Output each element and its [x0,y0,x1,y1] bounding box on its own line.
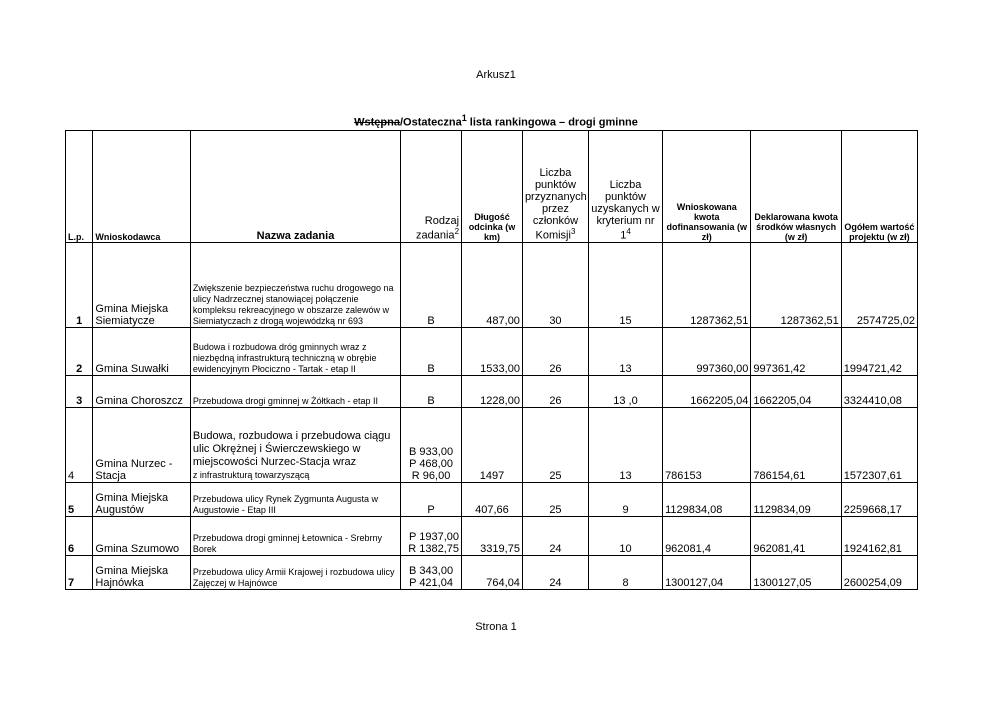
row-criterion: 15 [588,243,662,328]
row-declared: 786154,61 [751,408,841,483]
row-total: 1994721,42 [841,328,917,376]
row-committee: 26 [522,328,588,376]
row-task: Przebudowa ulicy Armii Krajowej i rozbudowa ulicy Zajęczej w Hajnówce [190,556,400,590]
row-type-line: P 421,04 [409,577,453,589]
row-committee: 24 [522,556,588,590]
row-total: 1572307,61 [841,408,917,483]
row-lp: 2 [66,328,93,376]
table-row [66,517,918,556]
row-type: B [401,243,462,328]
row-criterion: 9 [588,483,662,517]
table-row [66,483,918,517]
row-applicant: Gmina Miejska Augustów [93,483,190,517]
title-rest: lista rankingowa – drogi gminne [466,116,638,129]
page-footer: Strona 1 [475,621,517,633]
row-lp: 6 [66,517,93,556]
row-requested: 1662205,04 [663,376,751,408]
header-row [66,131,918,243]
row-lp: 3 [66,376,93,408]
title-final-word: /Ostateczna [399,116,462,129]
table-row [66,408,918,483]
sheet-name: Arkusz1 [476,69,516,81]
row-committee: 26 [522,376,588,408]
row-declared: 1662205,04 [751,376,841,408]
row-total: 3324410,08 [841,376,917,408]
row-task: Przebudowa drogi gminnej w Żółtkach - etap II [190,376,400,408]
row-requested: 1287362,51 [663,243,751,328]
row-length: 3319,75 [462,517,523,556]
row-criterion: 13 [588,408,662,483]
header-length: Długość odcinka (w km) [462,131,523,243]
row-committee: 24 [522,517,588,556]
header-declared: Deklarowana kwota środków własnych (w zł) [751,131,841,243]
row-task: Przebudowa drogi gminnej Łetownica - Srebrny Borek [190,517,400,556]
header-type-label: Rodzaj zadania [416,215,460,242]
row-type: B [401,328,462,376]
header-total: Ogółem wartość projektu (w zł) [841,131,917,243]
header-criterion-sup: 4 [626,227,631,237]
header-committee-sup: 3 [570,227,576,237]
row-declared: 1300127,05 [751,556,841,590]
header-type [401,131,462,243]
row-lp: 7 [66,556,93,590]
row-declared: 997361,42 [751,328,841,376]
table-row [66,328,918,376]
row-declared: 1287362,51 [751,243,841,328]
title-footnote-ref: 1 [461,113,467,123]
row-type: B [401,376,462,408]
row-type: P [401,483,462,517]
row-total: 2574725,02 [841,243,917,328]
header-criterion-points [588,131,662,243]
row-type-line: B 933,00 [409,446,454,458]
row-length: 764,04 [462,556,523,590]
header-committee-points [522,131,588,243]
row-length: 1497 [462,408,523,483]
row-committee: 25 [522,483,588,517]
row-criterion: 8 [588,556,662,590]
row-lp: 5 [66,483,93,517]
row-type [401,556,462,590]
row-task-tail: z infrastrukturą towarzyszącą [192,470,310,480]
page-title [0,113,992,129]
row-criterion: 10 [588,517,662,556]
row-type-line: B 343,00 [409,565,454,577]
row-applicant: Gmina Szumowo [93,517,190,556]
row-total: 1924162,81 [841,517,917,556]
header-task: Nazwa zadania [190,131,400,243]
row-length: 1533,00 [462,328,523,376]
row-type [401,408,462,483]
title-struck-word: Wstępna [354,116,400,129]
row-task: Budowa i rozbudowa dróg gminnych wraz z niezbędną infrastrukturą techniczną w obrębie ewidencyjnym Płociczno - Tartak - etap II [190,328,400,376]
row-type-line: R 1382,75 [408,543,460,555]
row-length: 1228,00 [462,376,523,408]
table-row [66,243,918,328]
ranking-table [65,130,918,590]
row-declared: 962081,41 [751,517,841,556]
header-applicant: Wnioskodawca [93,131,190,243]
row-type-line: R 96,00 [411,470,451,482]
row-total: 2259668,17 [841,483,917,517]
row-requested: 962081,4 [663,517,751,556]
header-criterion-label: Liczba punktów uzyskanych w kryterium nr 1 [591,179,660,242]
row-requested: 1300127,04 [663,556,751,590]
row-applicant: Gmina Miejska Siemiatycze [93,243,190,328]
row-total: 2600254,09 [841,556,917,590]
row-criterion: 13 [588,328,662,376]
row-type-line: P 468,00 [409,458,453,470]
row-length: 407,66 [462,483,523,517]
table-row [66,376,918,408]
row-applicant: Gmina Miejska Hajnówka [93,556,190,590]
row-requested: 786153 [663,408,751,483]
row-task: Przebudowa ulicy Rynek Zygmunta Augusta w Augustowie - Etap III [190,483,400,517]
row-task: Zwiększenie bezpieczeństwa ruchu drogowego na ulicy Nadrzecznej stanowiącej połączenie kompleksu rekreacyjnego w obszarze zalewów w Siemiatyczach z drogą wojewódzką nr 693 [190,243,400,328]
row-criterion: 13 ,0 [588,376,662,408]
row-requested: 997360,00 [663,328,751,376]
row-task [190,408,400,483]
row-type [401,517,462,556]
row-declared: 1129834,09 [751,483,841,517]
table-row [66,556,918,590]
header-requested: Wnioskowana kwota dofinansowania (w zł) [663,131,751,243]
row-applicant: Gmina Suwałki [93,328,190,376]
header-committee-label: Liczba punktów przyznanych przez członków Komisji [524,167,587,242]
header-lp: L.p. [66,131,93,243]
row-committee: 25 [522,408,588,483]
row-task-main: Budowa, rozbudowa i przebudowa ciągu ulic Okrężnej i Świerczewskiego w miejscowości Nurzec-Stacja wraz [192,430,391,468]
row-requested: 1129834,08 [663,483,751,517]
row-lp: 4 [66,408,93,483]
header-type-sup: 2 [454,227,460,237]
row-lp: 1 [66,243,93,328]
row-committee: 30 [522,243,588,328]
row-type-line: P 1937,00 [409,531,460,543]
row-length: 487,00 [462,243,523,328]
row-applicant: Gmina Choroszcz [93,376,190,408]
row-applicant: Gmina Nurzec - Stacja [93,408,190,483]
